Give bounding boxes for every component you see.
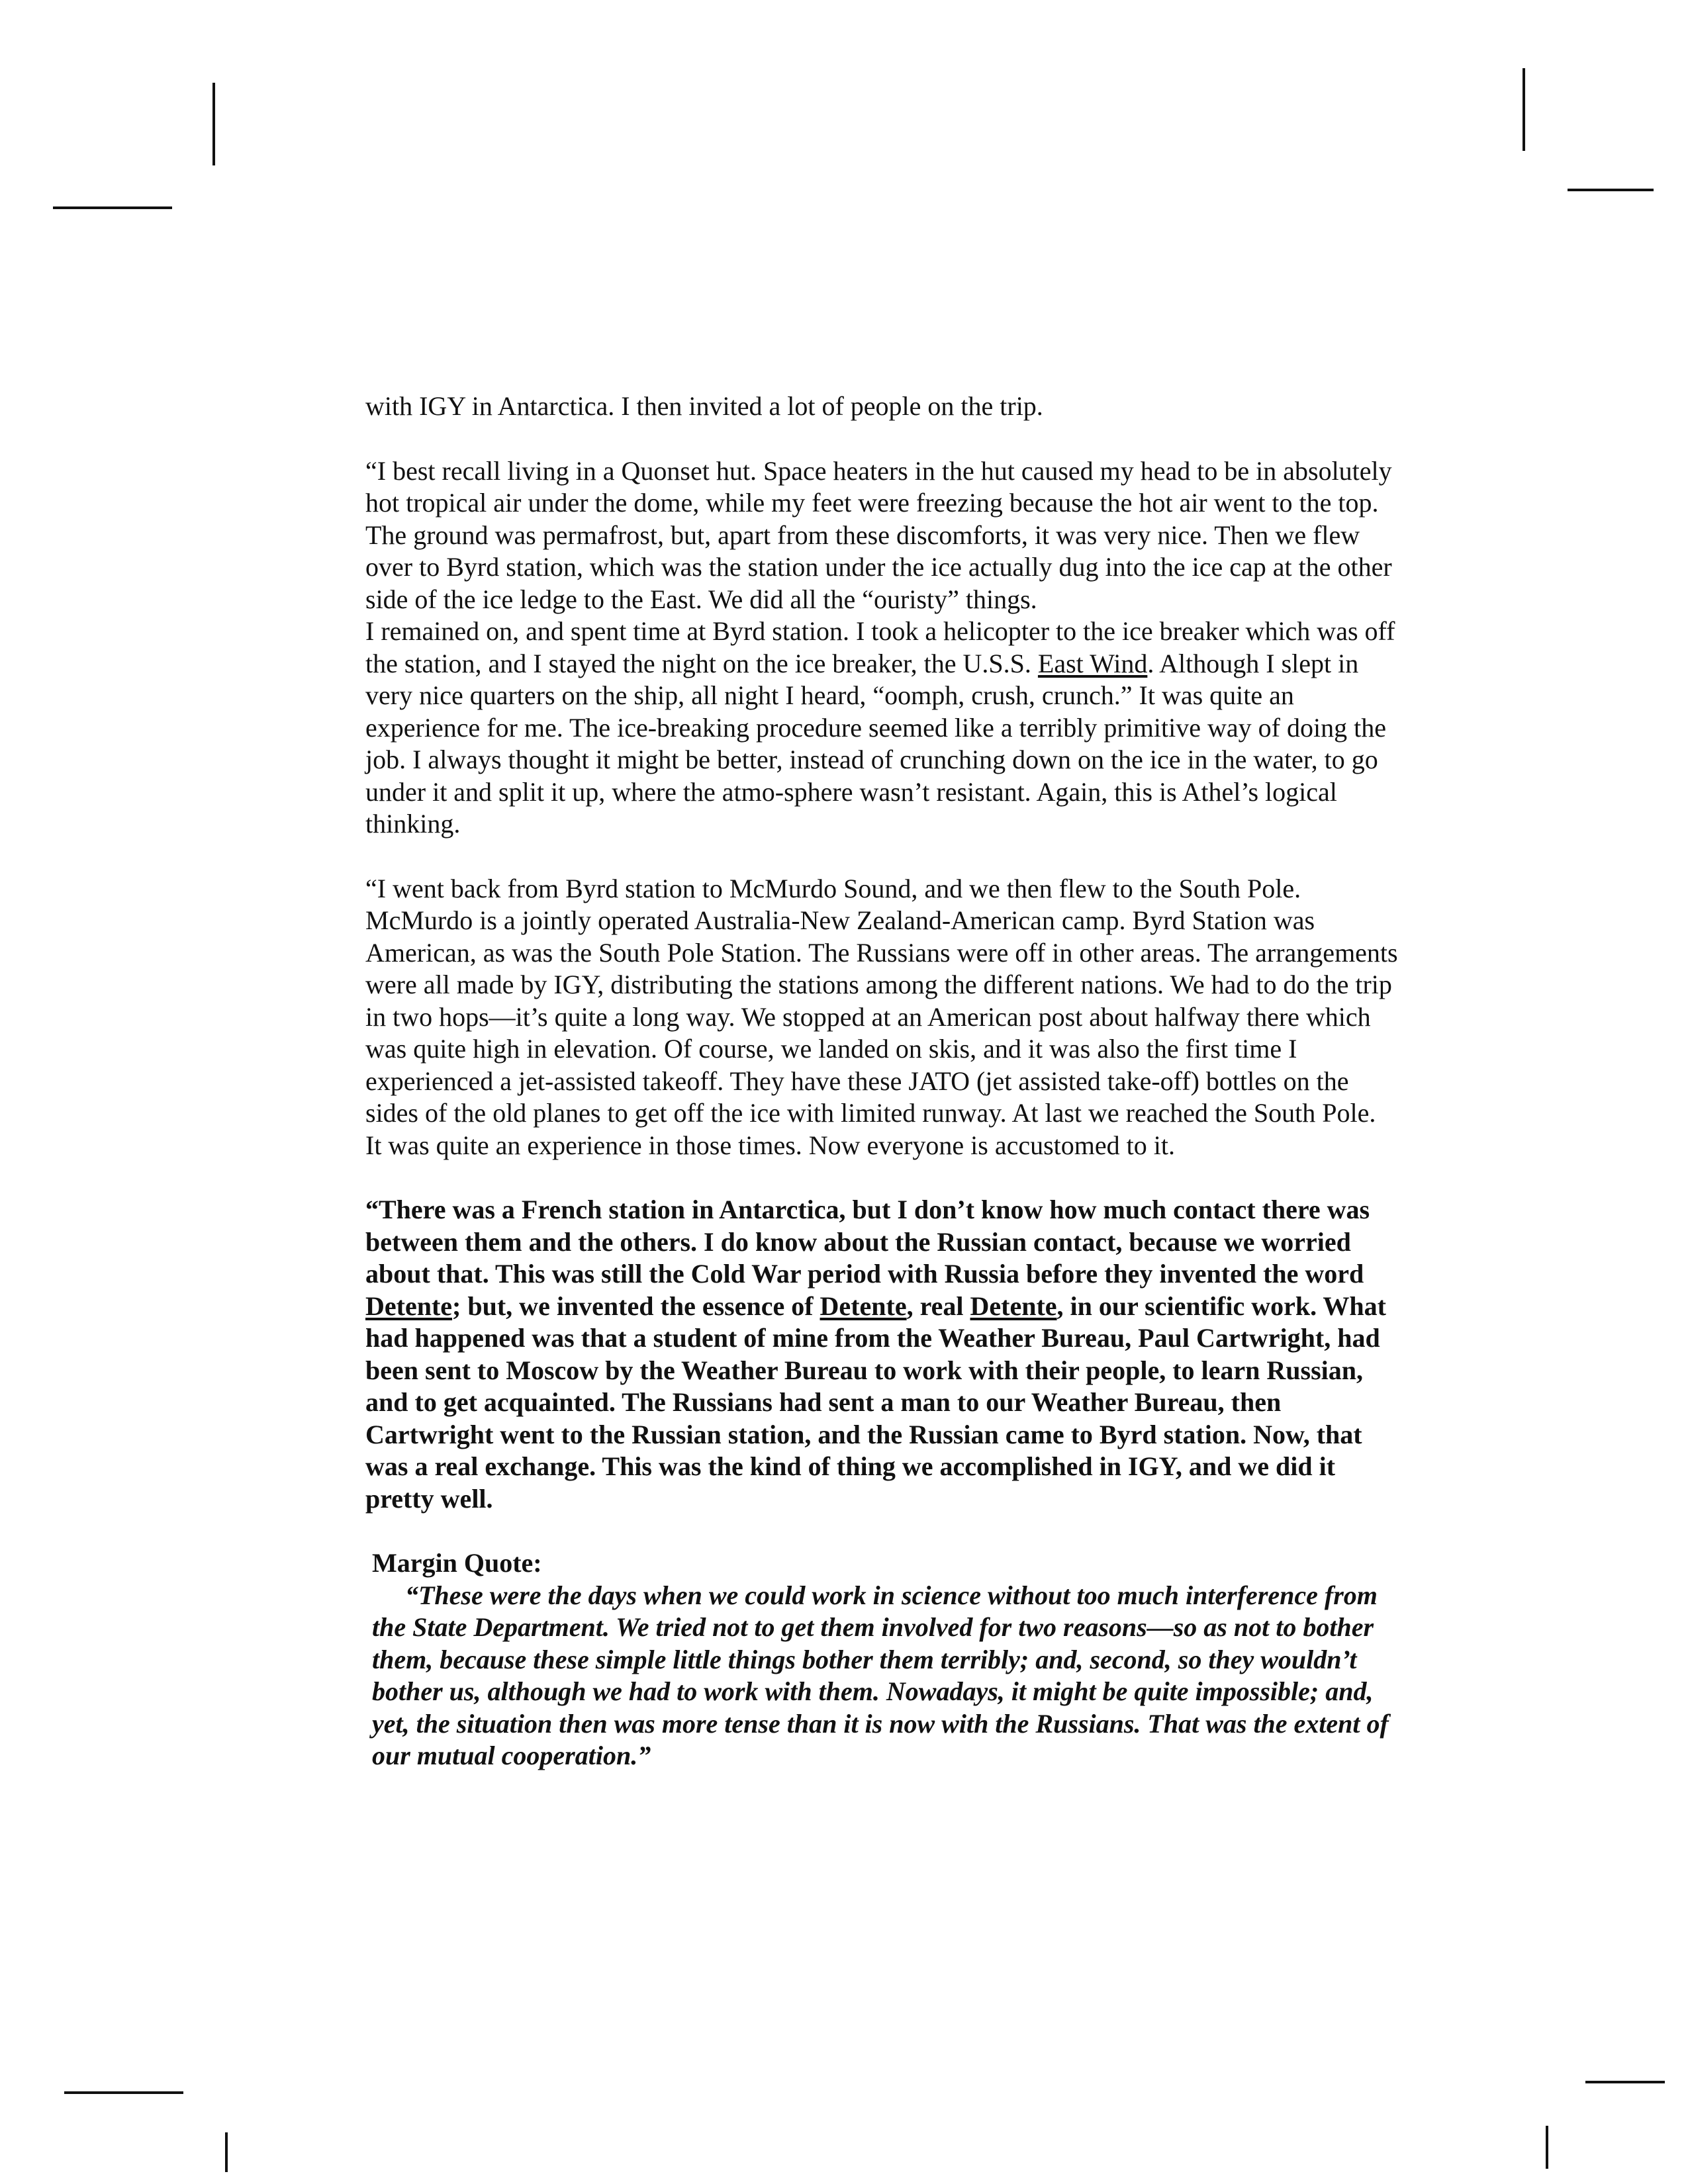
- paragraph-russian-text-3: , real: [906, 1291, 970, 1321]
- paragraph-south-pole: “I went back from Byrd station to McMurdo Sound, and we then flew to the South Pole. McMurdo is a jointly operated Australia-New Zealand-American camp. Byrd Station was American, as was the South Pole Station. The Russians were off in other areas. The arrangements were all made by IGY, distributing the stations among the different nations. We had to do the trip in two hops—it’s quite a long way. We stopped at an American post about halfway there which was quite high in elevation. Of course, we landed on skis, and it was also the first time I experienced a jet-assisted takeoff. They have these JATO (jet assisted take-off) bottles on the sides of the old planes to get off the ice with limited runway. At last we reached the South Pole. It was quite an experience in those times. Now everyone is accustomed to it.: [365, 873, 1398, 1160]
- crop-mark-top-right-vertical: [1523, 68, 1525, 151]
- margin-quote: [372, 1580, 1398, 1772]
- crop-mark-bottom-right-vertical: [1546, 2126, 1548, 2169]
- paragraph-quonset-hut: “I best recall living in a Quonset hut. Space heaters in the hut caused my head to be in absolutely hot tropical air under the dome, while my feet were freezing because the hot air went to the top. The ground was permafrost, but, apart from these discomforts, it was very nice. Then we flew over to Byrd station, which was the station under the ice actually dug into the ice cap at the other side of the ice ledge to the East. We did all the “ouristy” things.: [365, 455, 1392, 614]
- crop-mark-top-right-horizontal: [1568, 189, 1654, 191]
- paragraph-intro: with IGY in Antarctica. I then invited a lot of people on the trip.: [365, 391, 1043, 421]
- crop-mark-bottom-left-horizontal: [64, 2091, 183, 2094]
- paragraph-russian-text-2: ; but, we invented the essence of: [452, 1291, 820, 1321]
- margin-quote-label: Margin Quote:: [372, 1548, 542, 1578]
- paragraph-byrd-station: [365, 615, 1398, 841]
- paragraph-russian-text-1: “There was a French station in Antarctica, but I don’t know how much contact there was between them and the others. I do know about the Russian contact, because we worried about that. This was still the Cold War period with Russia before they invented the word: [365, 1195, 1370, 1289]
- paragraph-byrd-text-1: I remained on, and spent time at Byrd station. I took a helicopter to the ice breaker which was off the station, and I stayed the night on the ice breaker, the U.S.S.: [365, 616, 1395, 678]
- crop-mark-bottom-left-vertical: [225, 2132, 228, 2172]
- detente-term-1: Detente: [365, 1291, 453, 1321]
- paragraph-russian-text-4: , in our scientific work. What had happened was that a student of mine from the Weather Bureau, Paul Cartwright, had been sent to Moscow by the Weather Bureau to work with their people, to learn Russian, and to get acquainted. The Russians had sent a man to our Weather Bureau, then Cartwright went to the Russian station, and the Russian came to Byrd station. Now, that was a real exchange. This was the kind of thing we accomplished in IGY, and we did it pretty well.: [365, 1291, 1386, 1514]
- paragraph-russian-contact: [365, 1194, 1398, 1515]
- document-body: [365, 390, 1398, 1772]
- paragraph-byrd-text-2: . Although I slept in very nice quarters on the ship, all night I heard, “oomph, crush, crunch.” It was quite an experience for me. The ice-breaking procedure seemed like a terribly primitive way of doing the job. I always thought it might be better, instead of crunching down on the ice in the water, to go under it and split it up, where the atmo-sphere wasn’t resistant. Again, this is Athel’s logical thinking.: [365, 648, 1386, 839]
- crop-mark-top-left-vertical: [212, 83, 215, 165]
- margin-quote-text: “These were the days when we could work in science without too much interference from the State Department. We tried not to get them involved for two reasons—so as not to bother them, because these simple little things bother them terribly; and, second, so they wouldn’t bother us, although we had to work with them. Nowadays, it might be quite impossible; and, yet, the situation then was more tense than it is now with the Russians. That was the extent of our mutual cooperation.”: [372, 1580, 1389, 1770]
- crop-mark-bottom-right-horizontal: [1585, 2081, 1665, 2083]
- detente-term-2: Detente: [820, 1291, 907, 1321]
- detente-term-3: Detente: [970, 1291, 1057, 1321]
- ship-name: East Wind: [1037, 648, 1148, 678]
- crop-mark-top-left-horizontal: [53, 206, 172, 209]
